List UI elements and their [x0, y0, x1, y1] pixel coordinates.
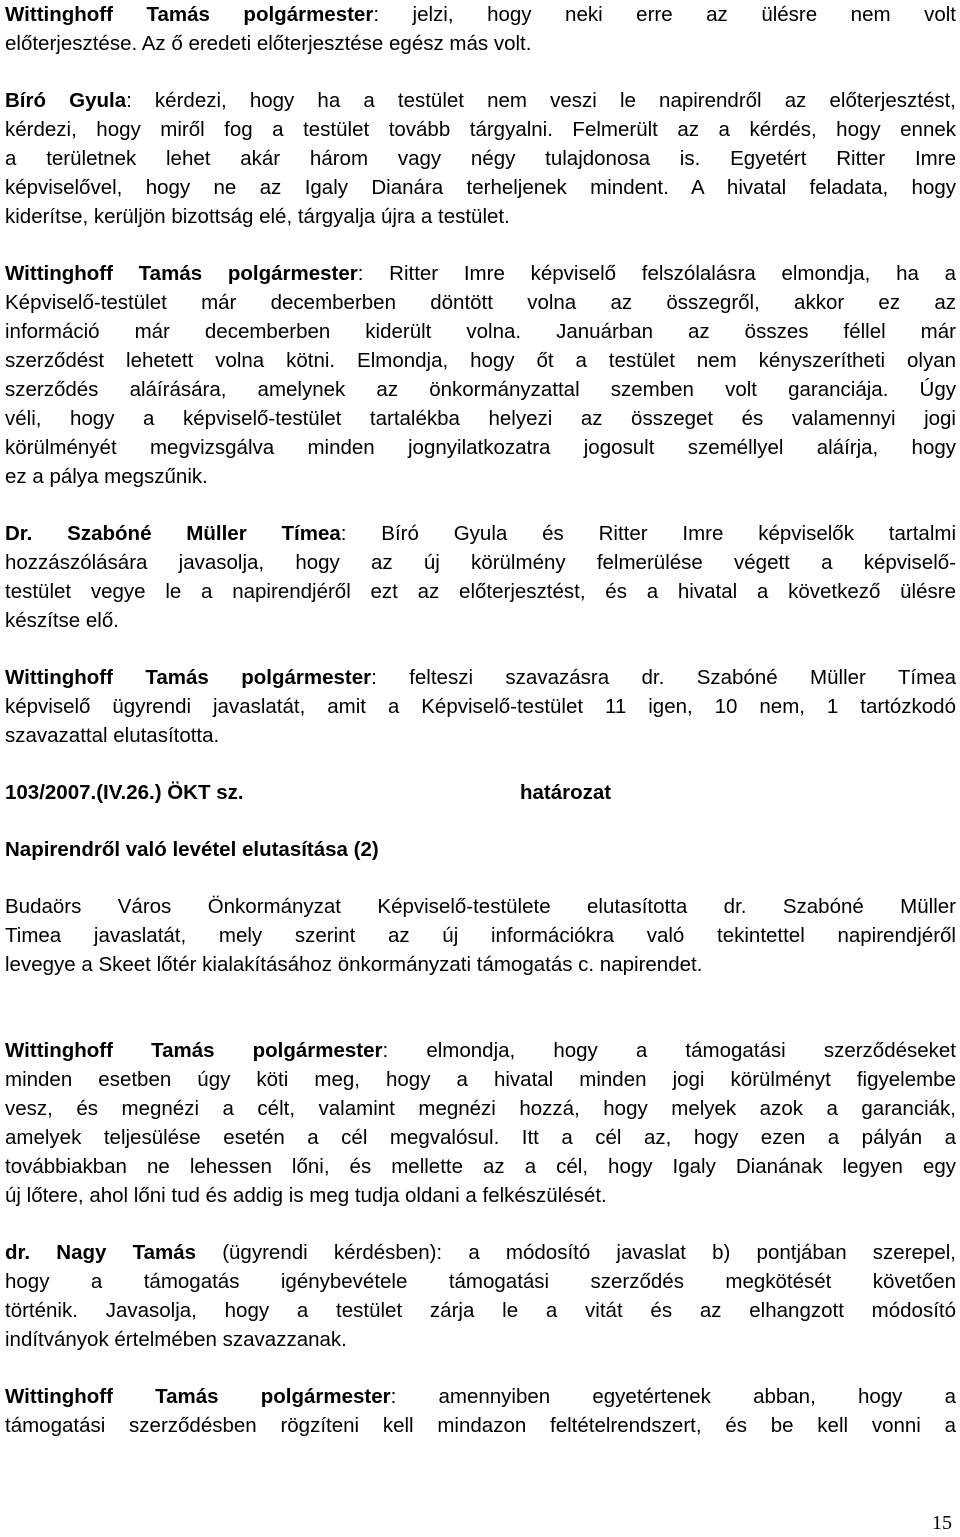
- paragraph-line: [5, 202, 956, 231]
- line-text: hozzászólására javasolja, hogy az új körülmény felmerülése végett a képviselő-: [5, 551, 956, 574]
- line-text: hogy a támogatás igénybevétele támogatási szerződés megkötését követően: [5, 1270, 956, 1293]
- paragraph-line: [5, 86, 956, 115]
- paragraph-line: [5, 663, 956, 692]
- line-text: kiderítse, kerüljön bizottság elé, tárgyalja újra a testület.: [5, 205, 510, 228]
- paragraph-line: [5, 1036, 956, 1065]
- paragraph-line: [5, 1238, 956, 1267]
- paragraph-line: [5, 692, 956, 721]
- speaker-name: Wittinghoff Tamás polgármester: [5, 262, 358, 285]
- line-text: előterjesztése. Az ő eredeti előterjesztése egész más volt.: [5, 32, 532, 55]
- decision-number: 103/2007.(IV.26.) ÖKT sz.: [5, 781, 244, 804]
- line-text: ez a pálya megszűnik.: [5, 465, 208, 488]
- paragraph-line: [5, 1325, 956, 1354]
- line-text: testület vegye le a napirendjéről ezt az előterjesztést, és a hivatal a következő ülésre: [5, 580, 956, 603]
- line-text: vesz, és megnézi a célt, valamint megnézi hozzá, hogy melyek azok a garanciák,: [5, 1097, 956, 1120]
- paragraph-line: [5, 519, 956, 548]
- minutes-section-before: [5, 0, 956, 750]
- decision-body: [5, 892, 956, 979]
- paragraph-line: [5, 1181, 956, 1210]
- paragraph-line: [5, 462, 956, 491]
- paragraph: [5, 259, 956, 491]
- line-text: a területnek lehet akár három vagy négy tulajdonosa is. Egyetért Ritter Imre: [5, 147, 956, 170]
- line-text: amelyek teljesülése esetén a cél megvalósul. Itt a cél az, hogy ezen a pályán a: [5, 1126, 956, 1149]
- line-text: új lőtere, ahol lőni tud és addig is meg tudja oldani a felkészülését.: [5, 1184, 607, 1207]
- paragraph-line: [5, 173, 956, 202]
- decision-kind: határozat: [520, 781, 612, 804]
- paragraph-line: [5, 1094, 956, 1123]
- document-page: [5, 0, 956, 1440]
- paragraph-line: [5, 1123, 956, 1152]
- paragraph-line: [5, 288, 956, 317]
- line-text: információ már decemberben kiderült volna. Januárban az összes féllel már: [5, 320, 956, 343]
- line-text: szavazattal elutasította.: [5, 724, 220, 747]
- line-text: szerződést lehetett volna kötni. Elmondja, hogy őt a testület nem kényszerítheti olyan: [5, 349, 956, 372]
- line-text: : jelzi, hogy neki erre az ülésre nem volt: [373, 3, 956, 26]
- line-text: : amennyiben egyetértenek abban, hogy a: [390, 1385, 956, 1408]
- line-text: : kérdezi, hogy ha a testület nem veszi le napirendről az előterjesztést,: [126, 89, 956, 112]
- paragraph-line: [5, 1152, 956, 1181]
- line-text: Képviselő-testület már decemberben döntött volna az összegről, akkor ez az: [5, 291, 956, 314]
- decision-body-line: Timea javaslatát, mely szerint az új információkra való tekintettel napirendjéről: [5, 924, 956, 947]
- line-text: képviselővel, hogy ne az Igaly Dianára terheljenek mindent. A hivatal feladata, hogy: [5, 176, 956, 199]
- paragraph-line: [5, 375, 956, 404]
- line-text: : elmondja, hogy a támogatási szerződéseket: [382, 1039, 957, 1062]
- line-text: minden esetben úgy köti meg, hogy a hivatal minden jogi körülményt figyelembe: [5, 1068, 956, 1091]
- line-text: készítse elő.: [5, 609, 119, 632]
- paragraph-line: [5, 346, 956, 375]
- line-text: : Ritter Imre képviselő felszólalásra elmondja, ha a: [357, 262, 957, 285]
- line-text: kérdezi, hogy miről fog a testület tovább tárgyalni. Felmerült az a kérdés, hogy ennek: [5, 118, 956, 141]
- line-text: (ügyrendi kérdésben): a módosító javaslat b) pontjában szerepel,: [196, 1241, 956, 1264]
- paragraph-line: [5, 721, 956, 750]
- paragraph-line: [5, 548, 956, 577]
- speaker-name: Dr. Szabóné Müller Tímea: [5, 522, 341, 545]
- paragraph-line: [5, 115, 956, 144]
- decision-header: [5, 778, 956, 807]
- page-number: 15: [932, 1512, 952, 1534]
- speaker-name: dr. Nagy Tamás: [5, 1241, 197, 1264]
- speaker-name: Wittinghoff Tamás polgármester: [5, 1039, 383, 1062]
- speaker-name: Wittinghoff Tamás polgármester: [5, 3, 374, 26]
- paragraph-line: [5, 1382, 956, 1411]
- speaker-name: Bíró Gyula: [5, 89, 127, 112]
- line-text: : Bíró Gyula és Ritter Imre képviselők tartalmi: [340, 522, 957, 545]
- line-text: történik. Javasolja, hogy a testület zárja le a vitát és az elhangzott módosító: [5, 1299, 956, 1322]
- line-text: indítványok értelmében szavazzanak.: [5, 1328, 347, 1351]
- line-text: szerződés aláírására, amelynek az önkormányzattal szemben volt garanciája. Úgy: [5, 378, 956, 401]
- line-text: : felteszi szavazásra dr. Szabóné Müller Tímea: [371, 666, 956, 689]
- paragraph-line: [5, 1296, 956, 1325]
- paragraph-line: [5, 0, 956, 29]
- paragraph-line: [5, 577, 956, 606]
- paragraph-line: [5, 259, 956, 288]
- paragraph: [5, 86, 956, 231]
- speaker-name: Wittinghoff Tamás polgármester: [5, 1385, 391, 1408]
- paragraph: [5, 663, 956, 750]
- minutes-section-after: [5, 1036, 956, 1440]
- paragraph-line: [5, 317, 956, 346]
- paragraph-line: [5, 1267, 956, 1296]
- paragraph-line: [5, 404, 956, 433]
- paragraph-line: [5, 1065, 956, 1094]
- paragraph: [5, 1238, 956, 1354]
- paragraph-line: [5, 433, 956, 462]
- paragraph: [5, 1036, 956, 1210]
- line-text: véli, hogy a képviselő-testület tartalékba helyezi az összeget és valamennyi jogi: [5, 407, 956, 430]
- line-text: támogatási szerződésben rögzíteni kell mindazon feltételrendszert, és be kell vonni a: [5, 1414, 956, 1437]
- paragraph-line: [5, 1411, 956, 1440]
- line-text: körülményét megvizsgálva minden jognyilatkozatra jogosult személlyel aláírja, hogy: [5, 436, 956, 459]
- paragraph-line: [5, 144, 956, 173]
- paragraph: [5, 0, 956, 58]
- paragraph-line: [5, 29, 956, 58]
- speaker-name: Wittinghoff Tamás polgármester: [5, 666, 372, 689]
- paragraph-line: [5, 606, 956, 635]
- line-text: továbbiakban ne lehessen lőni, és mellette az a cél, hogy Igaly Dianának legyen egy: [5, 1155, 956, 1178]
- decision-title: Napirendről való levétel elutasítása (2): [5, 838, 379, 861]
- paragraph: [5, 519, 956, 635]
- line-text: képviselő ügyrendi javaslatát, amit a Képviselő-testület 11 igen, 10 nem, 1 tartózkodó: [5, 695, 956, 718]
- paragraph: [5, 1382, 956, 1440]
- decision-body-line: levegye a Skeet lőtér kialakításához önkormányzati támogatás c. napirendet.: [5, 953, 703, 976]
- decision-body-line: Budaörs Város Önkormányzat Képviselő-testülete elutasította dr. Szabóné Müller: [5, 895, 956, 918]
